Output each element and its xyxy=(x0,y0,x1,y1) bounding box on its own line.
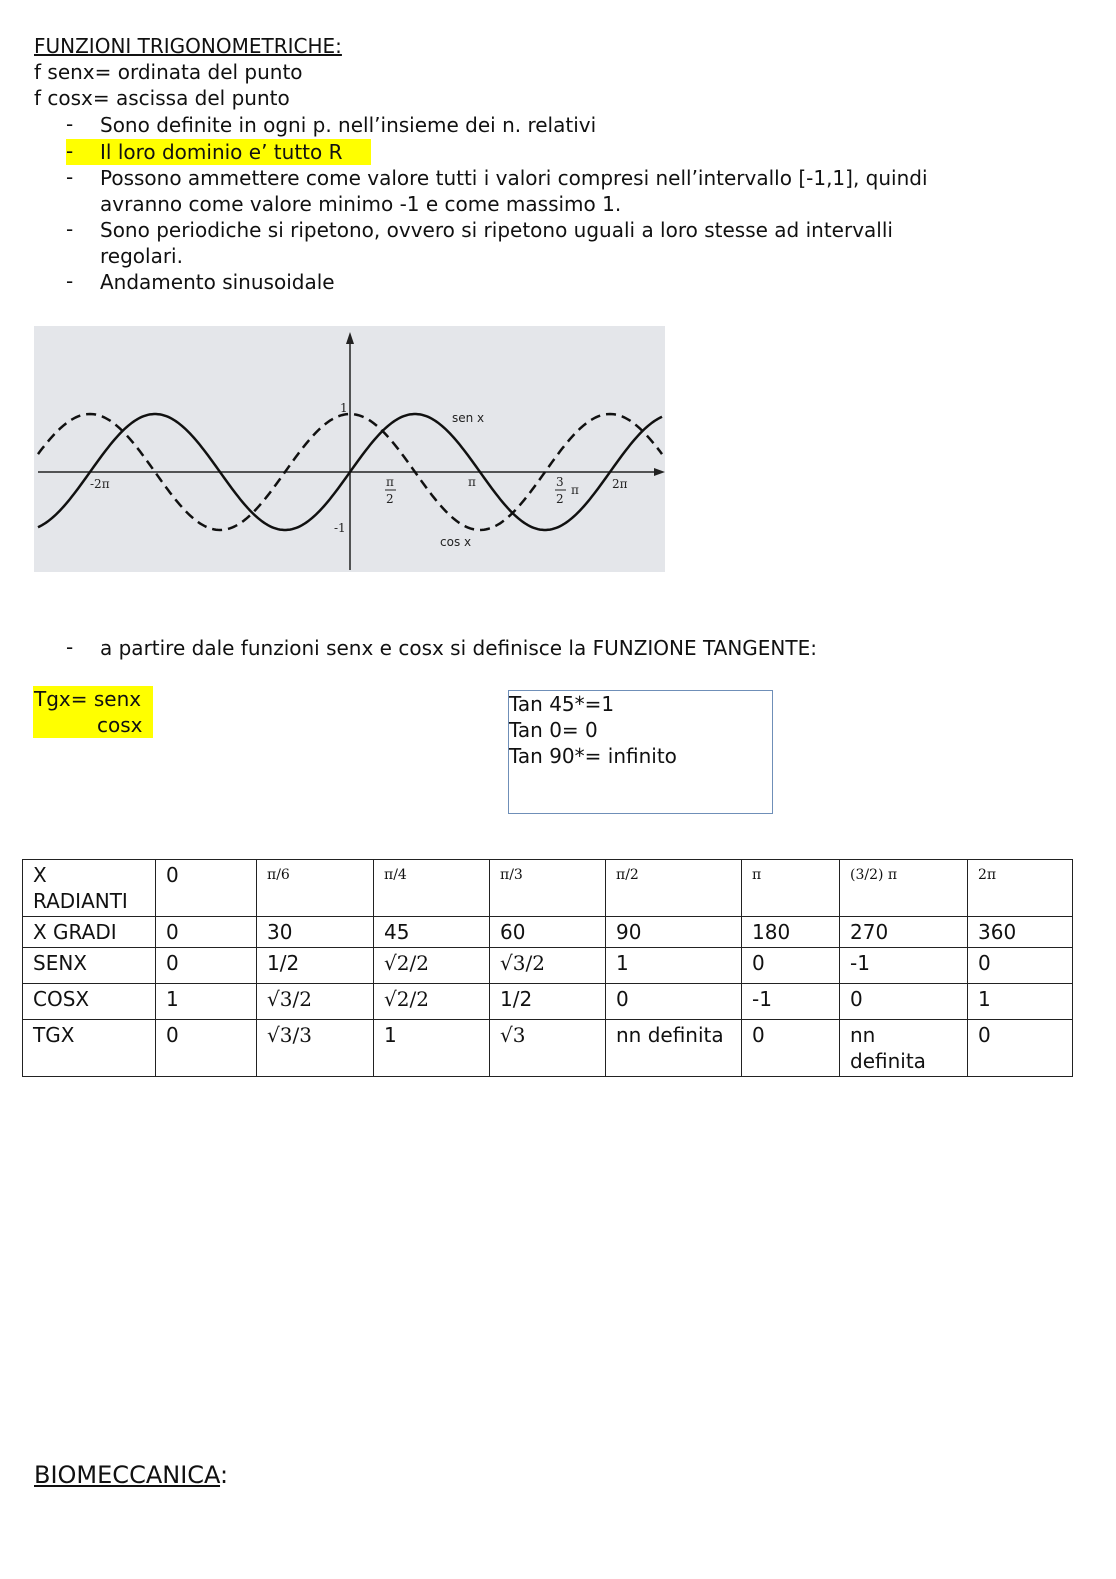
table-cell: √2/2 xyxy=(374,984,490,1020)
table-cell: (3/2) π xyxy=(840,860,968,917)
table-cell: nn definita xyxy=(840,1020,968,1077)
row-header: COSX xyxy=(23,984,156,1020)
table-cell: 0 xyxy=(968,1020,1073,1077)
table-cell: π/2 xyxy=(606,860,742,917)
table-cell: 90 xyxy=(606,917,742,948)
document-page: FUNZIONI TRIGONOMETRICHE: f senx= ordinata del punto f cosx= ascissa del punto - Sono definite in ogni p. nell’insieme dei n. relativi - Il loro dominio e’ tutto R - Possono ammettere come valore tutti i valori compresi nell’intervallo [-1,1], quindi avranno come valore minimo -1 e come massimo 1. - Sono periodiche si ripetono, ovvero si ripetono uguali a loro stesse ad intervalli regolari. - Andamento sinusoidale 1 -1 -2π π 2 π 3 2 π 2π sen x cos x - a partire dale funzioni senx e cosx si definisce la FUNZIONE TANGENTE: Tgx= senx cosx Tan 45*=1 Tan 0= 0 Tan 90*= infinito X RADIANTI 0 π/6 π/4 π/3 π/2 π (3/2) π 2π X GRADI 0 30 45 60 90 180 270 360 SENX 0 1/2 √2/2 √3/2 1 0 -1 0 COSX 1 √3/2 √2/2 1/2 0 -1 0 1 TGX 0 √3/3 1 √3 nn definita 0 nn definita 0 BIOMECCANICA: xyxy=(0,0,1116,1579)
table-cell: 0 xyxy=(156,948,257,984)
table-cell: 1/2 xyxy=(257,948,374,984)
row-header: X GRADI xyxy=(23,917,156,948)
table-cell: π/4 xyxy=(374,860,490,917)
table-cell: 0 xyxy=(742,1020,840,1077)
table-cell: 1 xyxy=(606,948,742,984)
tick-label-three: 3 xyxy=(556,475,564,489)
row-header: TGX xyxy=(23,1020,156,1077)
tick-label-pi-half-den: 2 xyxy=(386,492,394,506)
table-cell: -1 xyxy=(840,948,968,984)
table-cell: 0 xyxy=(156,860,257,917)
definition-sen: f senx= ordinata del punto xyxy=(34,60,303,84)
tangent-denominator: cosx xyxy=(97,713,143,737)
bullet-item-highlighted: - Il loro dominio e’ tutto R xyxy=(66,139,371,165)
tangent-formula xyxy=(33,686,153,738)
table-cell: 360 xyxy=(968,917,1073,948)
page-title: FUNZIONI TRIGONOMETRICHE: xyxy=(34,34,342,58)
row-header: X RADIANTI xyxy=(23,860,156,917)
table-cell: 30 xyxy=(257,917,374,948)
table-row xyxy=(23,1020,1073,1077)
legend-cos-x: cos x xyxy=(440,535,472,549)
table-cell: 1 xyxy=(968,984,1073,1020)
table-cell: √3/2 xyxy=(257,984,374,1020)
tick-label-neg2pi: -2π xyxy=(90,477,110,491)
tick-label-y-1: 1 xyxy=(340,401,348,415)
row-header: SENX xyxy=(23,948,156,984)
table-row xyxy=(23,860,1073,917)
tick-label-y-neg1: -1 xyxy=(334,521,346,535)
table-row xyxy=(23,948,1073,984)
tan-90: Tan 90*= infinito xyxy=(509,744,677,768)
table-cell: 0 xyxy=(840,984,968,1020)
tangent-numerator: Tgx= senx xyxy=(34,687,142,711)
table-cell: √3/2 xyxy=(490,948,606,984)
tan-0: Tan 0= 0 xyxy=(509,718,598,742)
section-heading-biomeccanica: BIOMECCANICA: xyxy=(34,1461,229,1489)
table-cell: 2π xyxy=(968,860,1073,917)
table-cell: 0 xyxy=(968,948,1073,984)
table-cell: √2/2 xyxy=(374,948,490,984)
table-cell: 0 xyxy=(156,917,257,948)
table-cell: √3 xyxy=(490,1020,606,1077)
table-cell: 0 xyxy=(606,984,742,1020)
table-cell: 0 xyxy=(742,948,840,984)
table-cell: 270 xyxy=(840,917,968,948)
tick-label-pi-half-num: π xyxy=(386,475,394,489)
table-cell: 180 xyxy=(742,917,840,948)
legend-sen-x: sen x xyxy=(452,411,485,425)
table-row xyxy=(23,917,1073,948)
table-cell: π xyxy=(742,860,840,917)
tick-label-three-den: 2 xyxy=(556,492,564,506)
table-cell: nn definita xyxy=(606,1020,742,1077)
table-cell: √3/3 xyxy=(257,1020,374,1077)
table-cell: 45 xyxy=(374,917,490,948)
tick-label-2pi: 2π xyxy=(612,477,628,491)
trig-values-table xyxy=(22,859,1073,1077)
table-cell: π/6 xyxy=(257,860,374,917)
table-cell: -1 xyxy=(742,984,840,1020)
tick-label-three-pi: π xyxy=(571,483,579,497)
definition-cos: f cosx= ascissa del punto xyxy=(34,86,290,110)
table-cell: 1 xyxy=(156,984,257,1020)
table-cell: 0 xyxy=(156,1020,257,1077)
table-cell: π/3 xyxy=(490,860,606,917)
table-row xyxy=(23,984,1073,1020)
tan-45: Tan 45*=1 xyxy=(509,692,615,716)
table-cell: 1 xyxy=(374,1020,490,1077)
tan-values-box xyxy=(508,690,773,814)
table-cell: 60 xyxy=(490,917,606,948)
table-cell: 1/2 xyxy=(490,984,606,1020)
sin-cos-graph xyxy=(34,326,665,572)
tick-label-pi: π xyxy=(468,475,476,489)
